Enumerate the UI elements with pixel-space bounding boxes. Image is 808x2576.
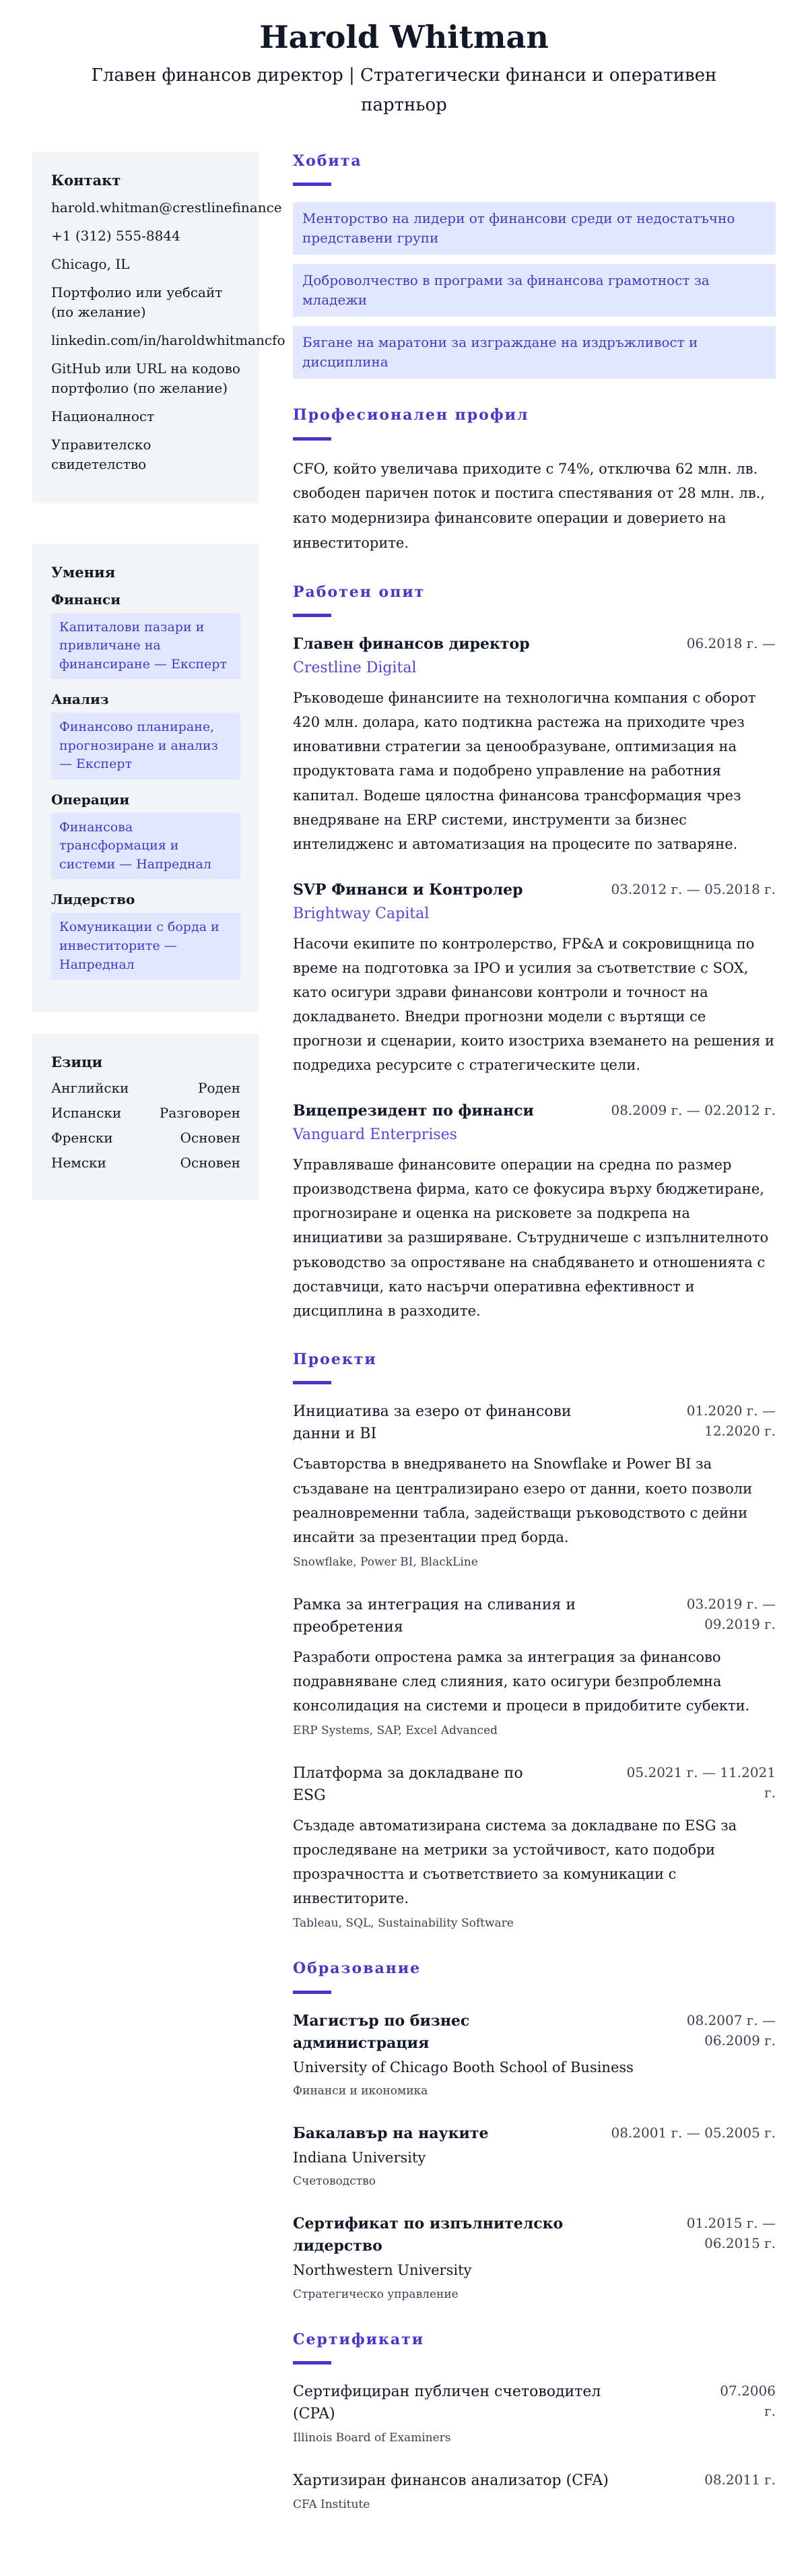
degree-title: Сертификат по изпълнителско лидерство — [293, 2215, 564, 2255]
section-heading: Проекти — [293, 1350, 377, 1368]
project-dates: 03.2019 г. — 09.2019 г. — [686, 1595, 776, 1632]
skill-pill: Финансова трансформация и системи — Напреднал — [51, 813, 240, 880]
degree-title: Магистър по бизнес администрация — [293, 2011, 470, 2052]
education-entry — [293, 2123, 776, 2190]
language-level: Разговорен — [159, 1105, 240, 1122]
skill-pill: Финансово планиране, прогнозиране и анализ — Експерт — [51, 713, 240, 779]
experience-entry — [293, 879, 776, 1077]
degree-title: Бакалавър на науките — [293, 2124, 489, 2142]
content-columns — [32, 152, 776, 2540]
section-experience — [293, 583, 776, 1323]
job-dates: 06.2018 г. — — [686, 635, 776, 652]
language-row — [51, 1080, 240, 1096]
education-entry — [293, 2010, 776, 2100]
entry-header — [293, 1100, 776, 1122]
heading-rule — [293, 437, 331, 441]
job-description: Ръководеше финансиите на технологична компания с оборот 420 млн. долара, като подтикна растежа на приходите чрез иновативни стратегии за ценообразуване, оптимизация на продуктовата гама и подобрено управление на работния капитал. Водеше цялостна финансова трансформация чрез внедряване на ERP системи, инструменти за бизнес интелидженс и автоматизация на процесите по затваряне. — [293, 690, 756, 852]
job-description: Насочи екипите по контролерство, FP&A и сокровищница по време на подготовка за IPO и усилия за съответствие с SOX, като осигури здрави финансови контроли и точност на докладването. Внедри прогнозни модели с въртящи се прогнози и сценарии, които изостриха вземането на решения и подредиха ресурсите с стратегическите цели. — [293, 935, 775, 1074]
section-heading: Образование — [293, 1960, 422, 1978]
skills-box — [32, 544, 259, 1012]
resume-header — [32, 19, 776, 121]
project-description: Създаде автоматизирана система за докладване по ESG за проследяване на метрики за устойчивост, като подобри прозрачността и съответствието за комуникации с инвеститорите. — [293, 1817, 737, 1907]
heading-rule — [293, 1381, 331, 1384]
certificate-issuer: Illinois Board of Examiners — [293, 2431, 451, 2445]
experience-entry — [293, 633, 776, 856]
page-title: Harold Whitman — [259, 19, 549, 55]
project-entry — [293, 1400, 776, 1570]
project-description: Съавторства в внедряването на Snowflake и Power BI за създаване на централизирано езеро от данни, което позволи реалновременни табла, задействащи ръководството с дейни инсайти за презентации пред борда. — [293, 1456, 753, 1545]
education-dates: 08.2007 г. — 06.2009 г. — [686, 2011, 776, 2049]
contact-license: Управителско свидетелство — [51, 436, 152, 472]
hobby-pill: Доброволчество в програми за финансова грамотност за младежи — [293, 264, 776, 317]
skill-group — [51, 792, 240, 880]
section-profile — [293, 406, 776, 556]
certificate-issuer: CFA Institute — [293, 2497, 370, 2511]
skill-category-label: Операции — [51, 791, 130, 808]
certificate-entry — [293, 2381, 776, 2447]
education-dates: 08.2001 г. — 05.2005 г. — [611, 2124, 776, 2141]
sidebar — [32, 152, 285, 1200]
language-row — [51, 1105, 240, 1121]
entry-header — [293, 2010, 776, 2055]
language-name: Френски — [51, 1130, 113, 1147]
skill-category-label: Лидерство — [51, 891, 135, 908]
job-subtitle: Главен финансов директор | Стратегически финанси и оперативен партньор — [91, 65, 717, 115]
experience-entry — [293, 1100, 776, 1323]
project-tech: Tableau, SQL, Sustainability Software — [293, 1917, 514, 1931]
company-name: Crestline Digital — [293, 659, 417, 677]
school-name: Northwestern University — [293, 2262, 472, 2279]
certificate-date: 08.2011 г. — [704, 2471, 776, 2488]
project-title: Платформа за докладване по ESG — [293, 1764, 523, 1804]
main-column — [293, 152, 776, 2540]
job-dates: 03.2012 г. — 05.2018 г. — [611, 880, 776, 897]
language-row — [51, 1130, 240, 1146]
company-name: Vanguard Enterprises — [293, 1126, 457, 1144]
entry-header — [293, 2470, 776, 2492]
job-title: SVP Финанси и Контролер — [293, 880, 523, 899]
project-title: Инициатива за езеро от финансови данни и BI — [293, 1403, 572, 1443]
project-dates: 01.2020 г. — 12.2020 г. — [686, 1403, 776, 1440]
heading-rule — [293, 2361, 331, 2364]
section-heading: Професионален профил — [293, 406, 529, 424]
entry-header — [293, 2213, 776, 2257]
skill-group — [51, 591, 240, 680]
project-tech: Snowflake, Power BI, BlackLine — [293, 1555, 478, 1569]
project-entry — [293, 1594, 776, 1739]
language-row — [51, 1155, 240, 1171]
job-title: Вицепрезидент по финанси — [293, 1102, 534, 1120]
entry-header — [293, 633, 776, 655]
entry-header — [293, 2381, 776, 2425]
language-level: Роден — [198, 1080, 240, 1097]
entry-header — [293, 1594, 776, 1638]
company-name: Brightway Capital — [293, 905, 430, 922]
school-name: University of Chicago Booth School of Business — [293, 2059, 634, 2075]
section-heading: Хобита — [293, 152, 362, 170]
contact-phone: +1 (312) 555-8844 — [51, 227, 180, 244]
contact-github: GitHub или URL на кодово портфолио (по желание) — [51, 360, 240, 396]
field-of-study: Стратегическо управление — [293, 2287, 459, 2301]
project-title: Рамка за интеграция на сливания и преобретения — [293, 1596, 576, 1636]
contact-box — [32, 152, 285, 503]
contact-email: harold.whitman@crestlinefinance — [51, 199, 282, 216]
hobby-pill: Бягане на маратони за изграждане на издръжливост и дисциплина — [293, 326, 776, 379]
heading-rule — [293, 183, 331, 186]
entry-header — [293, 879, 776, 901]
job-description: Управляваше финансовите операции на средна по размер производствена фирма, като се фокусира върху бюджетиране, прогнозиране и оценка на рисковете за подкрепа на инициативи за разширяване. Сътрудничеше с изпълнителното ръководство за опростяване на снабдяването и отношенията с доставчици, като насърчи оперативна ефективност и дисциплина в разходите. — [293, 1157, 769, 1319]
field-of-study: Счетоводство — [293, 2175, 376, 2189]
entry-header — [293, 1400, 776, 1445]
skill-category-label: Финанси — [51, 591, 121, 608]
skill-category-label: Анализ — [51, 691, 109, 708]
project-description: Разработи опростена рамка за интеграция за финансово подравняване след слияния, като осигури безпроблемна консолидация на системи и процеси в придобитите субекти. — [293, 1648, 750, 1714]
skill-group — [51, 891, 240, 979]
heading-rule — [293, 614, 331, 617]
section-heading: Сертификати — [293, 2330, 425, 2348]
project-tech: ERP Systems, SAP, Excel Advanced — [293, 1724, 498, 1738]
project-entry — [293, 1762, 776, 1932]
language-name: Английски — [51, 1080, 129, 1097]
language-level: Основен — [180, 1130, 240, 1147]
skill-pill: Комуникации с борда и инвеститорите — Напреднал — [51, 913, 240, 979]
section-hobbies — [293, 152, 776, 379]
skill-group — [51, 691, 240, 779]
language-name: Испански — [51, 1105, 122, 1122]
contact-location: Chicago, IL — [51, 255, 130, 272]
profile-summary: CFO, който увеличава приходите с 74%, отключва 62 млн. лв. свободен паричен поток и постига спестявания от 28 млн. лв., като модернизира финансовите операции и доверието на инвеститорите. — [293, 460, 766, 551]
education-dates: 01.2015 г. — 06.2015 г. — [686, 2215, 776, 2252]
section-education — [293, 1959, 776, 2303]
job-title: Главен финансов директор — [293, 635, 530, 653]
contact-linkedin: linkedin.com/in/haroldwhitmancfo — [51, 331, 285, 348]
section-projects — [293, 1350, 776, 1932]
skill-pill: Капиталови пазари и привличане на финансиране — Експерт — [51, 613, 240, 680]
certificate-name: Сертифициран публичен счетоводител (CPA) — [293, 2383, 601, 2423]
contact-nationality: Националност — [51, 408, 155, 424]
entry-header — [293, 1762, 776, 1807]
skills-title: Умения — [51, 563, 116, 581]
certificate-name: Хартизиран финансов анализатор (CFA) — [293, 2472, 609, 2489]
project-dates: 05.2021 г. — 11.2021 г. — [626, 1764, 776, 1801]
education-entry — [293, 2213, 776, 2303]
certificate-entry — [293, 2470, 776, 2513]
heading-rule — [293, 1991, 331, 1994]
section-heading: Работен опит — [293, 583, 426, 601]
languages-title: Езици — [51, 1054, 103, 1071]
certificate-date: 07.2006 г. — [720, 2383, 776, 2420]
hobby-pill: Менторство на лидери от финансови среди от недостатъчно представени групи — [293, 202, 776, 255]
school-name: Indiana University — [293, 2149, 426, 2166]
contact-title: Контакт — [51, 171, 121, 189]
section-certificates — [293, 2330, 776, 2513]
entry-header — [293, 2123, 776, 2145]
job-dates: 08.2009 г. — 02.2012 г. — [611, 1102, 776, 1119]
language-name: Немски — [51, 1155, 106, 1171]
field-of-study: Финанси и икономика — [293, 2084, 428, 2098]
contact-portfolio: Портфолио или уебсайт (по желание) — [51, 284, 223, 320]
language-level: Основен — [180, 1155, 240, 1171]
languages-box — [32, 1033, 259, 1200]
